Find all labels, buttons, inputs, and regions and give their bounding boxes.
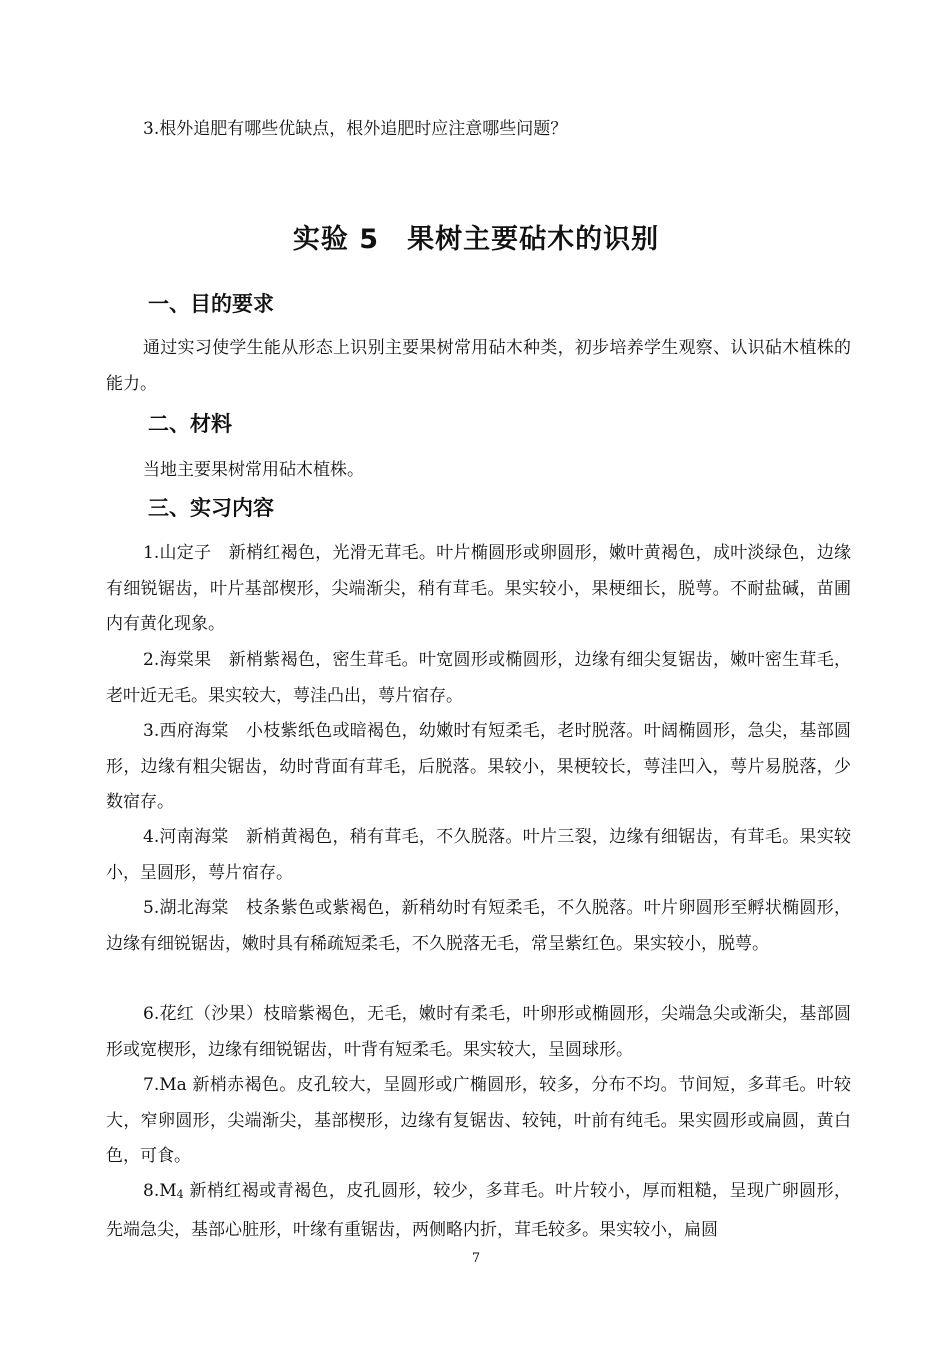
experiment-title: 实验 5 果树主要砧木的识别 [292,224,660,255]
item-8-subscript: 4 [176,1188,184,1201]
content-item-3: 3.西府海棠 小枝紫纸色或暗褐色，幼嫩时有短柔毛，老时脱落。叶阔椭圆形，急尖，基部圆形，边缘有粗尖锯齿，幼时背面有茸毛，后脱落。果较小，果梗较长，萼洼凹入，萼片易脱落，少数宿存。 [106,721,851,812]
content-item-6: 6.花红（沙果）枝暗紫褐色，无毛，嫩时有柔毛，叶卵形或椭圆形，尖端急尖或渐尖，基部圆形或宽楔形，边缘有细锐锯齿，叶背有短柔毛。果实较大，呈圆球形。 [106,1004,851,1060]
section-heading-materials: 二、材料 [148,412,232,436]
content-item-4: 4.河南海棠 新梢黄褐色，稍有茸毛，不久脱落。叶片三裂，边缘有细锯齿，有茸毛。果实较小，呈圆形，萼片宿存。 [106,827,851,883]
section-heading-objectives: 一、目的要求 [148,292,274,316]
content-item-1: 1.山定子 新梢红褐色，光滑无茸毛。叶片椭圆形或卵圆形，嫩叶黄褐色，成叶淡绿色，边缘有细锐锯齿，叶片基部楔形，尖端渐尖，稍有茸毛。果实较小，果梗细长，脱萼。不耐盐碱，苗圃内有黄化现象。 [106,543,851,634]
content-item-7: 7.Ma 新梢赤褐色。皮孔较大，呈圆形或广椭圆形，较多，分布不均。节间短，多茸毛。叶较大，窄卵圆形，尖端渐尖，基部楔形，边缘有复锯齿、较钝，叶前有纯毛。果实圆形或扁圆，黄白色，可食。 [106,1075,851,1166]
item-8-text: 新梢红褐或青褐色，皮孔圆形，较少，多茸毛。叶片较小，厚而粗糙，呈现广卵圆形，先端急尖，基部心脏形，叶缘有重锯齿，两侧略内折，茸毛较多。果实较小，扁圆 [106,1181,851,1240]
objectives-paragraph: 通过实习使学生能从形态上识别主要果树常用砧木种类，初步培养学生观察、认识砧木植株的能力。 [106,338,851,394]
section-heading-content: 三、实习内容 [148,496,274,520]
content-item-5: 5.湖北海棠 枝条紫色或紫褐色，新稍幼时有短柔毛，不久脱落。叶片卵圆形至孵状椭圆形，边缘有细锐锯齿，嫩时具有稀疏短柔毛，不久脱落无毛，常呈紫红色。果实较小，脱萼。 [106,898,851,954]
review-question: 3.根外追肥有哪些优缺点，根外追肥时应注意哪些问题？ [143,119,568,139]
materials-paragraph: 当地主要果树常用砧木植株。 [143,460,364,480]
page-number: 7 [471,1251,481,1266]
content-item-8 [106,1174,851,1248]
item-8-prefix: 8.M [143,1181,177,1201]
content-item-2: 2.海棠果 新梢紫褐色，密生茸毛。叶宽圆形或椭圆形，边缘有细尖复锯齿，嫩叶密生茸毛，老叶近无毛。果实较大，萼洼凸出，萼片宿存。 [106,650,851,706]
